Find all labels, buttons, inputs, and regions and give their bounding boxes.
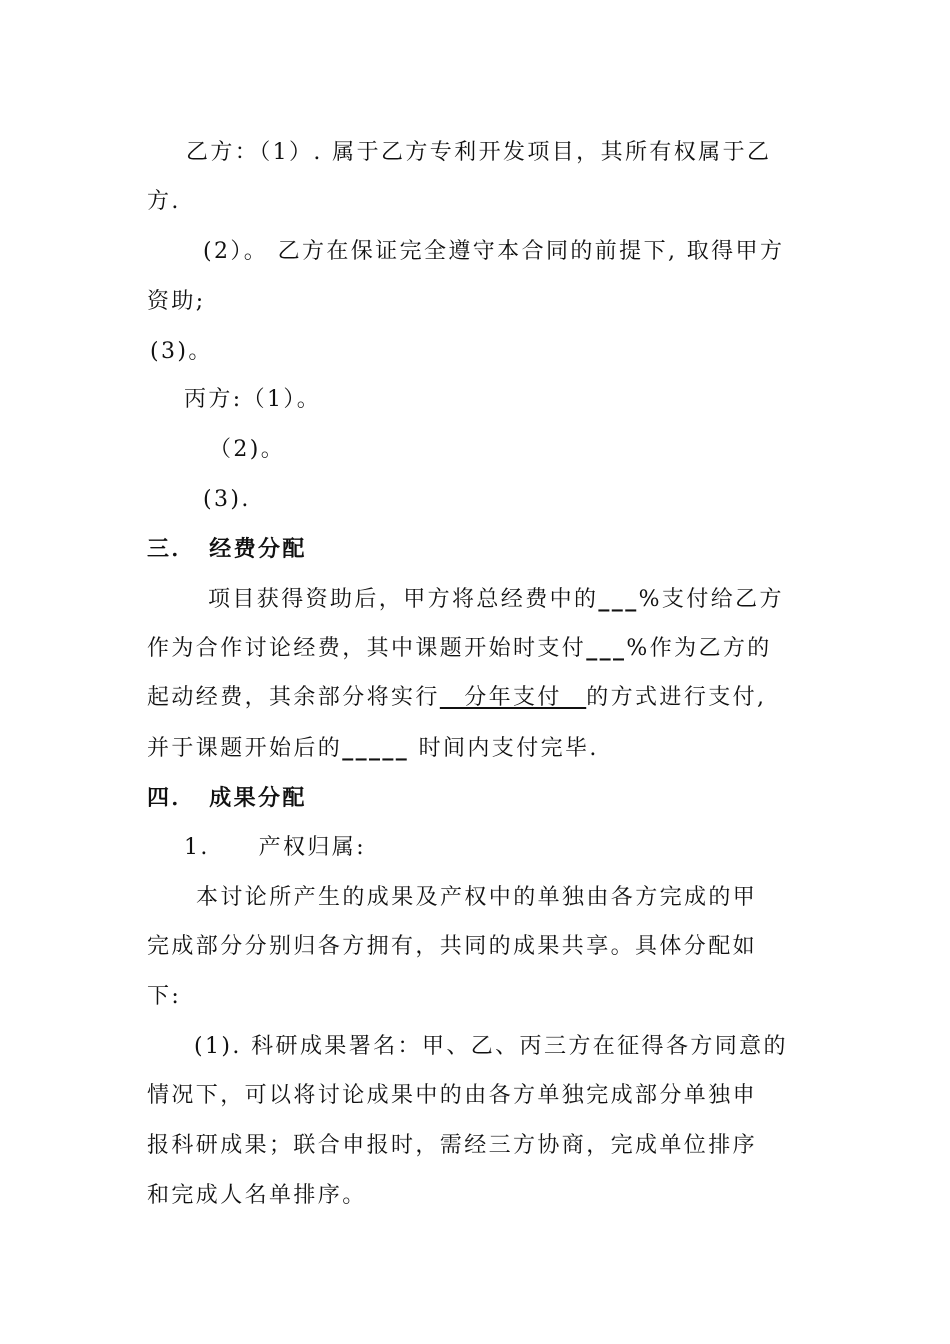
text: %支付给乙方 [638,587,784,612]
section3-para-line1 [208,585,784,614]
blank-percent-2: ___ [586,635,627,661]
section3-heading: 三． 经费分配 [147,536,307,562]
party-b-item2-line2: 资助; [147,289,206,314]
blank-time: _____ [342,735,410,761]
payment-method-fill: 分年支付 [439,685,587,710]
section4-para2-line3: 报科研成果；联合申报时，需经三方协商，完成单位排序 [147,1133,758,1158]
text: 的方式进行支付, [586,685,767,710]
section4-para1-line3: 下: [147,984,182,1009]
section4-para1-line1: 本讨论所产生的成果及产权中的单独由各方完成的甲 [196,885,758,910]
section4-para2-line4: 和完成人名单排序。 [147,1183,367,1208]
party-c-item2: （2)。 [209,437,286,462]
section4-para1-line2: 完成部分分别归各方拥有，共同的成果共享。具体分配如 [147,934,758,959]
text: 时间内支付完毕. [409,736,599,761]
blank-percent-1: ___ [598,586,639,612]
party-b-item2-line1: (2）。 乙方在保证完全遵守本合同的前提下, 取得甲方 [203,239,785,264]
text: 起动经费，其余部分将实行 [147,685,440,710]
party-b-item1-line2: 方. [147,189,181,214]
section4-sub1: 1. 产权归属: [184,835,367,860]
section3-para-line2 [147,634,772,663]
text: 项目获得资助后，甲方将总经费中的 [208,587,599,612]
section4-heading: 四． 成果分配 [147,785,307,811]
text: 作为合作讨论经费，其中课题开始时支付 [147,636,587,661]
party-b-item3: (3)。 [150,339,213,364]
section3-para-line4 [147,734,599,763]
text: %作为乙方的 [626,636,772,661]
section4-para2-line1: (1). 科研成果署名：甲、乙、丙三方在征得各方同意的 [194,1034,788,1059]
section3-para-line3 [147,684,766,712]
text: 并于课题开始后的 [147,736,343,761]
party-b-item1-line1: 乙方：（1）. 属于乙方专利开发项目，其所有权属于乙 [186,140,772,165]
party-c-item3: (3). [203,487,251,512]
section4-para2-line2: 情况下，可以将讨论成果中的由各方单独完成部分单独申 [147,1083,758,1108]
party-c-item1: 丙方:（1）。 [184,387,322,412]
